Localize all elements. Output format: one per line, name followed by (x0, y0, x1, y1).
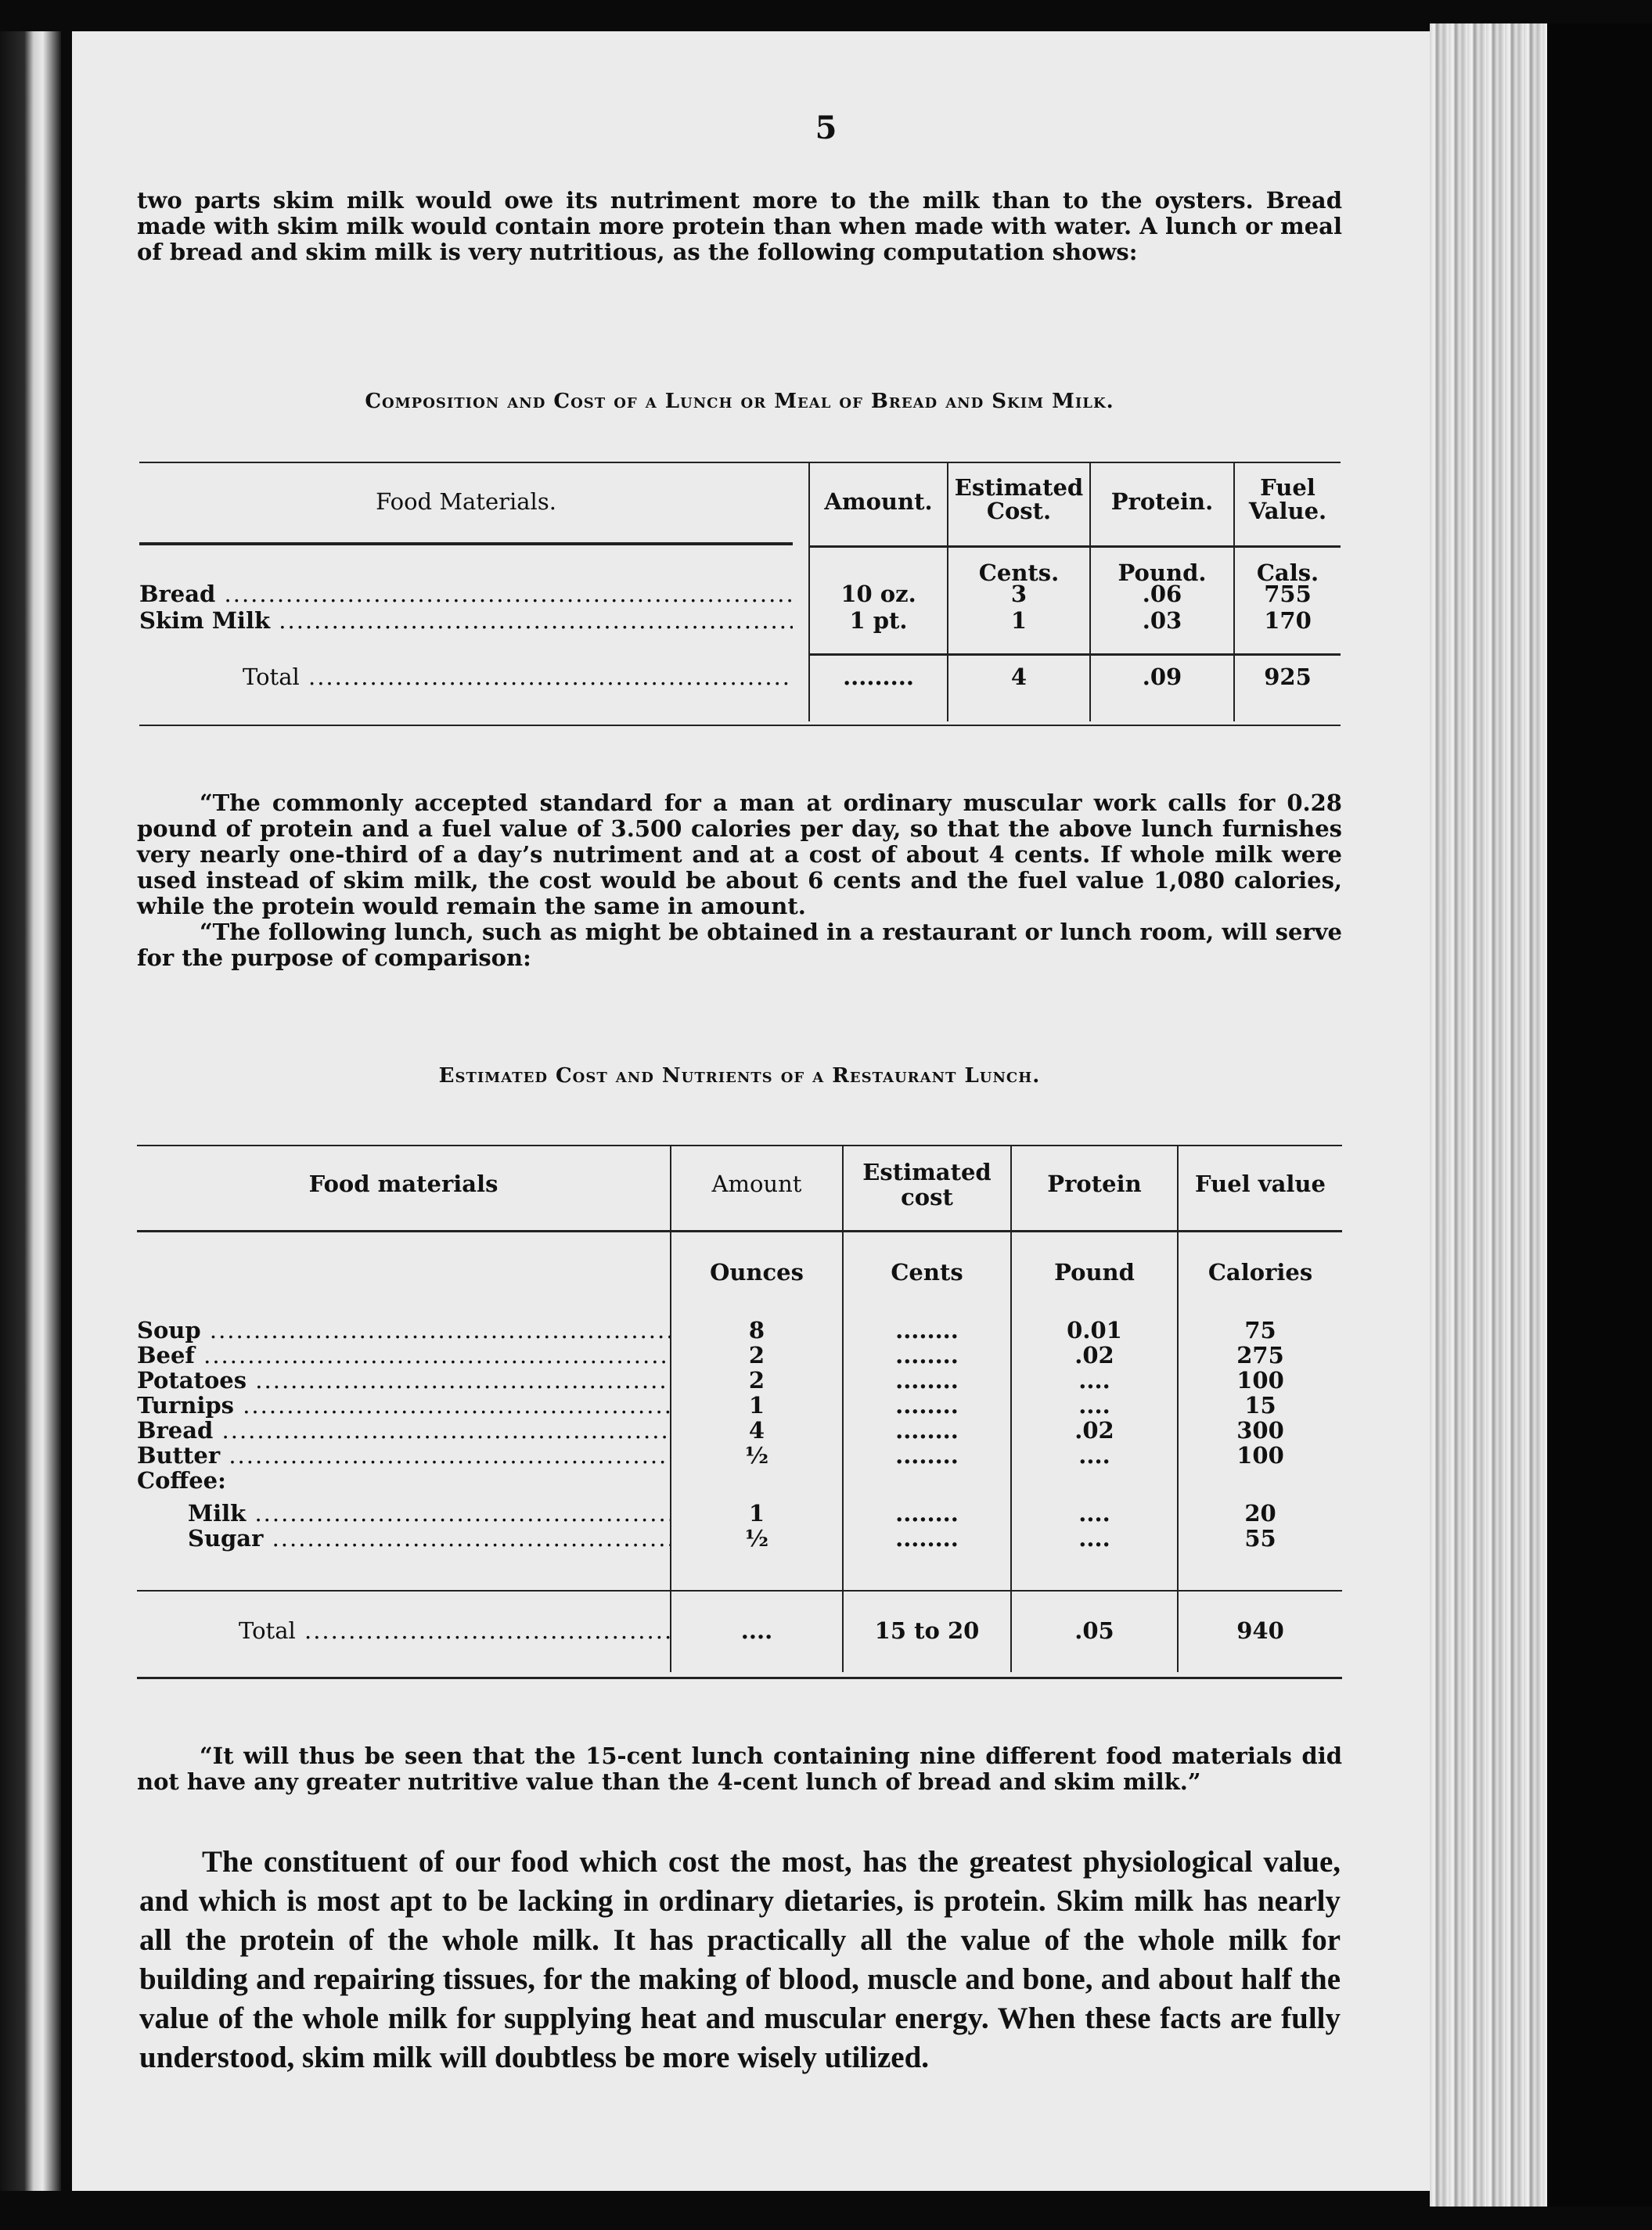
table2-row-name: Sugar ..... (188, 1526, 670, 1552)
quote-paragraph-3-block (137, 1743, 1342, 1795)
table2-row-protein: 0.01 (1067, 1317, 1122, 1343)
table2-row-cost: ........ (895, 1417, 959, 1444)
table2-row-name: Beef ..... (137, 1343, 670, 1369)
table2-total-label: Total ..... (239, 1618, 670, 1644)
table2-header-fuel: Fuel value (1195, 1171, 1326, 1197)
table2-row-protein: .02 (1074, 1342, 1114, 1369)
table1-total-protein: .09 (1142, 664, 1182, 690)
table2-row-cost: ........ (895, 1367, 959, 1394)
table2-total-fuel: 940 (1236, 1617, 1284, 1644)
table1-row-name: Bread ..... (139, 581, 793, 607)
table2-row-name: Potatoes ..... (137, 1368, 670, 1394)
table2-row-fuel: 55 (1244, 1525, 1276, 1552)
table2-row-name: Coffee: (137, 1467, 226, 1494)
table2-row-amount: 1 (748, 1500, 765, 1527)
quote-paragraph-3: “It will thus be seen that the 15-cent lunch containing nine different food materials did not have any greater nutritive value than the 4-cent lunch of bread and skim milk.” (137, 1743, 1342, 1795)
table2-unit-fuel: Calories (1208, 1259, 1313, 1286)
table2-total-rule (137, 1590, 1342, 1592)
table2-row-protein: .... (1078, 1500, 1110, 1527)
table1-total-fuel: 925 (1264, 664, 1312, 690)
table2-row-cost: ........ (895, 1525, 959, 1552)
left-page-edge (0, 31, 61, 2191)
page-number: 5 (815, 110, 837, 146)
table2-row-amount: 4 (748, 1417, 765, 1444)
table2-row-fuel: 15 (1244, 1392, 1276, 1419)
table2-unit-amount: Ounces (710, 1259, 804, 1286)
table2-row-fuel: 100 (1236, 1442, 1284, 1469)
table1-total-amount: ......... (843, 664, 914, 690)
table1-row-fuel: 755 (1264, 581, 1312, 607)
table1-row-fuel: 170 (1264, 607, 1312, 634)
table1-caption: Composition and Cost of a Lunch or Meal of Bread and Skim Milk. (365, 390, 1114, 413)
table2-row-name: Bread ..... (137, 1418, 670, 1444)
quote-paragraphs (137, 790, 1342, 971)
table2-total-amount: .... (740, 1617, 773, 1644)
table2-row-protein: .... (1078, 1442, 1110, 1469)
table1-row-protein: .06 (1142, 581, 1182, 607)
table1-row-amount: 1 pt. (849, 607, 908, 634)
quote-paragraph-2: “The following lunch, such as might be obtained in a restaurant or lunch room, will serve for the purpose of comparison: (137, 919, 1342, 971)
table1-top-rule (139, 462, 1341, 463)
table2-caption: Estimated Cost and Nutrients of a Restaurant Lunch. (438, 1064, 1041, 1088)
table2-row-fuel: 75 (1244, 1317, 1276, 1343)
table1-header-rule-right (808, 545, 1341, 548)
table2-row-fuel: 300 (1236, 1417, 1284, 1444)
table2-header-cost: Estimated cost (862, 1159, 992, 1210)
table2-row-cost: ........ (895, 1392, 959, 1419)
table2-row-fuel: 100 (1236, 1367, 1284, 1394)
table1-total-cost: 4 (1010, 664, 1028, 690)
table2-row-amount: 2 (748, 1342, 765, 1369)
table2-row-protein: .... (1078, 1392, 1110, 1419)
table1-total-rule (808, 653, 1341, 656)
table1-header-food: Food Materials. (376, 488, 556, 515)
table2-row-amount: 1 (748, 1392, 765, 1419)
table2-row-protein: .02 (1074, 1417, 1114, 1444)
table2-unit-protein: Pound (1054, 1259, 1135, 1286)
table2-row-name: Milk ..... (188, 1501, 670, 1527)
table2-unit-cost: Cents (891, 1259, 963, 1286)
table2-header-amount: Amount (711, 1171, 802, 1197)
table1-header-rule (139, 542, 793, 545)
table1-header-cost: Estimated Cost. (954, 474, 1084, 524)
book-cover-edge (1547, 23, 1652, 2207)
table2-row-fuel: 275 (1236, 1342, 1284, 1369)
table2-row-name: Turnips ..... (137, 1393, 670, 1419)
table2-row-name: Butter ..... (137, 1443, 670, 1469)
table2-header-food: Food materials (308, 1171, 498, 1197)
table1-unit-cost: Cents. (978, 559, 1060, 586)
table2-bottom-rule (137, 1677, 1342, 1679)
table1-unit-protein: Pound. (1118, 559, 1207, 586)
intro-paragraph: two parts skim milk would owe its nutriment more to the milk than to the oysters. Bread made with skim milk would contain more protein than when made with water. A lunch or meal of bread and skim milk is very nutritious, as the following computation shows: (137, 187, 1342, 265)
table1-header-fuel: Fuel Value. (1248, 474, 1327, 524)
table2-row-protein: .... (1078, 1525, 1110, 1552)
final-paragraph: The constituent of our food which cost the most, has the greatest physiological value, and which is most apt to be lacking in ordinary dietaries, is protein. Skim milk has nearly all the protein of the whole milk. It has practically all the value of the whole milk for building and repairing tissues, for the making of blood, muscle and bone, and about half the value of the whole milk for supplying heat and muscular energy. When these facts are fully understood, skim milk will doubtless be more wisely utilized. (139, 1845, 1341, 2074)
table1-row-protein: .03 (1142, 607, 1182, 634)
table1-row-cost: 3 (1010, 581, 1028, 607)
table2-row-fuel: 20 (1244, 1500, 1276, 1527)
table1-bottom-rule (139, 725, 1341, 726)
table2-top-rule (137, 1145, 1342, 1146)
table1-header-protein: Protein. (1110, 488, 1214, 515)
table2-row-protein: .... (1078, 1367, 1110, 1394)
table2-total-cost: 15 to 20 (874, 1617, 980, 1644)
table2-row-amount: 2 (748, 1367, 765, 1394)
table1-total-label: Total ..... (243, 664, 793, 690)
table2-row-amount: ½ (744, 1525, 769, 1552)
page-stack-edge (1430, 23, 1547, 2207)
table1-header-amount: Amount. (824, 488, 933, 515)
table2-row-cost: ........ (895, 1442, 959, 1469)
table1-row-name: Skim Milk ..... (139, 608, 793, 634)
table2-total-protein: .05 (1074, 1617, 1114, 1644)
table1-unit-fuel: Cals. (1256, 559, 1319, 586)
table2-row-amount: ½ (744, 1442, 769, 1469)
table2-header-protein: Protein (1047, 1171, 1142, 1197)
table2-row-amount: 8 (748, 1317, 765, 1343)
table2-row-cost: ........ (895, 1342, 959, 1369)
quote-paragraph-1: “The commonly accepted standard for a man at ordinary muscular work calls for 0.28 pound of protein and a fuel value of 3.500 calories per day, so that the above lunch furnishes very nearly one-third of a day’s nutriment and at a cost of about 4 cents. If whole milk were used instead of skim milk, the cost would be about 6 cents and the fuel value 1,080 calories, while the protein would remain the same in amount. (137, 789, 1342, 919)
table2-row-cost: ........ (895, 1317, 959, 1343)
table1-row-cost: 1 (1010, 607, 1028, 634)
table2-row-name: Soup ..... (137, 1318, 670, 1343)
table2-header-rule (137, 1230, 1342, 1232)
table1-row-amount: 10 oz. (840, 581, 916, 607)
table2-row-cost: ........ (895, 1500, 959, 1527)
